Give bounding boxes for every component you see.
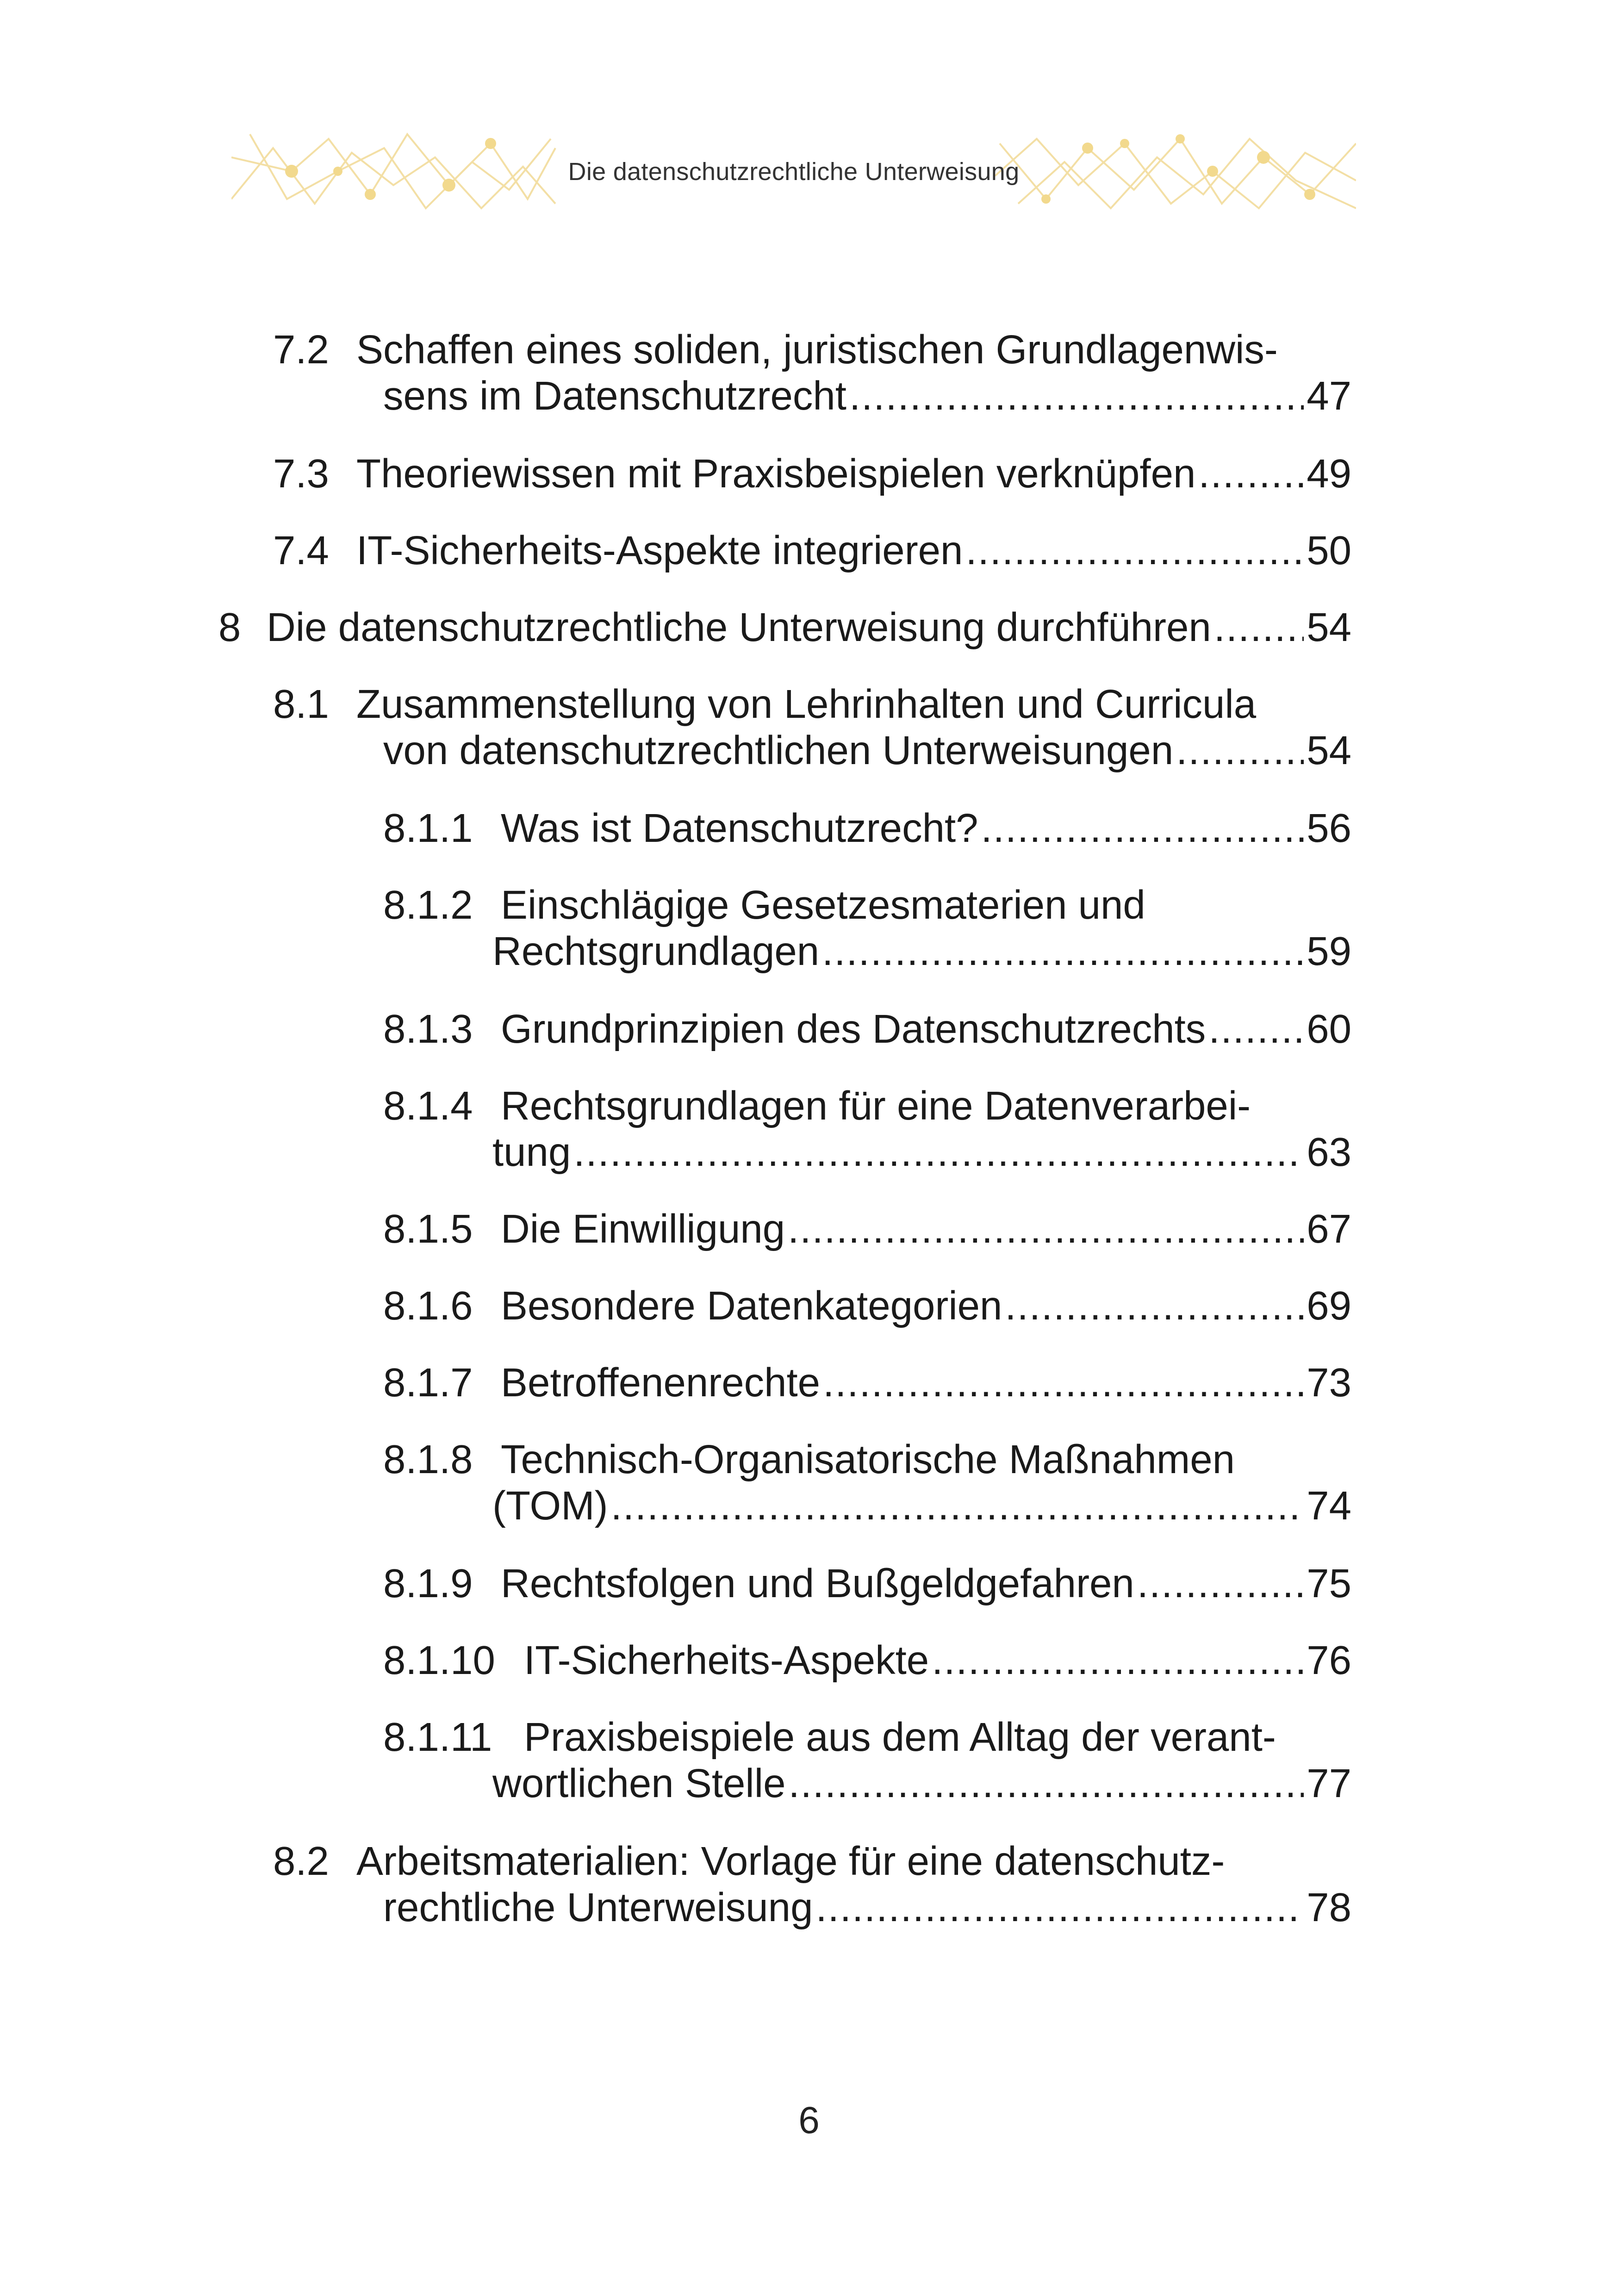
toc-title: Die Einwilligung <box>501 1207 785 1251</box>
toc-number: 8.1.2 <box>383 883 473 927</box>
toc-number: 8.1.7 <box>383 1360 473 1405</box>
toc-entry[interactable] <box>383 1561 1351 1607</box>
toc-leader <box>1137 1561 1304 1607</box>
toc-number: 8.1 <box>273 682 329 727</box>
toc-title: Was ist Datenschutzrecht? <box>501 806 978 851</box>
toc-entry[interactable] <box>383 1437 1351 1529</box>
toc-entry[interactable] <box>383 1083 1351 1176</box>
toc-number: 7.3 <box>273 451 329 496</box>
toc-page-number: 50 <box>1307 528 1351 573</box>
toc-leader <box>823 1360 1304 1406</box>
toc-number: 8.1.6 <box>383 1283 473 1328</box>
toc-leader <box>1005 1283 1304 1329</box>
toc-leader <box>822 928 1304 975</box>
toc-entry[interactable] <box>273 451 1351 497</box>
toc-title: IT-Sicherheits-Aspekte integrieren <box>356 528 963 573</box>
toc-page-number: 60 <box>1307 1007 1351 1052</box>
toc-entry[interactable] <box>383 1714 1351 1807</box>
toc-leader <box>1198 451 1304 497</box>
toc-title: Arbeitsmaterialien: Vorlage für eine datenschutz- <box>356 1839 1225 1884</box>
toc-page-number: 77 <box>1307 1761 1351 1806</box>
toc-title-continued: rechtliche Unterweisung <box>383 1885 813 1930</box>
toc-page-number: 56 <box>1307 806 1351 851</box>
toc-number: 8.1.10 <box>383 1638 495 1683</box>
toc-title: Schaffen eines soliden, juristischen Grundlagenwis- <box>356 327 1278 372</box>
toc-title: Theoriewissen mit Praxisbeispielen verknüpfen <box>356 451 1196 496</box>
toc-entry[interactable] <box>383 1283 1351 1329</box>
toc-title: Rechtsgrundlagen für eine Datenverarbei- <box>501 1083 1251 1128</box>
toc-title: Betroffenenrechte <box>501 1360 821 1405</box>
toc-leader <box>815 1885 1304 1931</box>
toc-page-number: 54 <box>1307 605 1351 650</box>
toc-page-number: 73 <box>1307 1360 1351 1405</box>
toc-title-continued: wortlichen Stelle <box>492 1761 786 1806</box>
page-number: 6 <box>798 2099 820 2141</box>
toc-number: 8.1.8 <box>383 1437 473 1482</box>
toc-entry[interactable] <box>383 882 1351 975</box>
toc-entry[interactable] <box>383 1360 1351 1406</box>
toc-number: 7.2 <box>273 327 329 372</box>
toc-leader <box>573 1129 1304 1176</box>
toc-number: 8.1.4 <box>383 1083 473 1128</box>
header-title: Die datenschutzrechtliche Unterweisung <box>568 158 1020 186</box>
toc-entry[interactable] <box>218 604 1351 651</box>
toc-entry[interactable] <box>273 681 1351 774</box>
toc-leader <box>1176 728 1304 774</box>
toc-entry[interactable] <box>273 528 1351 574</box>
toc-title-continued: (TOM) <box>492 1483 608 1528</box>
toc-leader <box>849 373 1304 419</box>
toc-page-number: 76 <box>1307 1638 1351 1683</box>
toc-leader <box>981 805 1304 852</box>
toc-title: Besondere Datenkategorien <box>501 1283 1002 1328</box>
toc-number: 8.1.9 <box>383 1561 473 1606</box>
toc-leader <box>1208 1006 1304 1052</box>
toc-entry[interactable] <box>383 1006 1351 1052</box>
toc-page-number: 69 <box>1307 1283 1351 1328</box>
toc-number: 8.1.5 <box>383 1207 473 1251</box>
toc-page-number: 78 <box>1307 1885 1351 1930</box>
toc-leader <box>965 528 1304 574</box>
toc-number: 8 <box>218 605 241 650</box>
toc-leader <box>788 1761 1304 1807</box>
toc-entry[interactable] <box>273 1838 1351 1931</box>
toc-number: 8.1.3 <box>383 1007 473 1052</box>
toc-title: Einschlägige Gesetzesmaterien und <box>501 883 1145 927</box>
toc-title: Grundprinzipien des Datenschutzrechts <box>501 1007 1206 1052</box>
toc-title: Praxisbeispiele aus dem Alltag der verant- <box>524 1715 1276 1760</box>
toc-number: 8.1.11 <box>383 1715 492 1760</box>
toc-page-number: 47 <box>1307 373 1351 418</box>
toc-entry[interactable] <box>273 327 1351 419</box>
toc-title: IT-Sicherheits-Aspekte <box>524 1638 929 1683</box>
toc-number: 8.1.1 <box>383 806 473 851</box>
toc-title-continued: tung <box>492 1130 571 1175</box>
toc-title: Rechtsfolgen und Bußgeldgefahren <box>501 1561 1134 1606</box>
toc-page-number: 63 <box>1307 1130 1351 1175</box>
toc-title: Technisch-Organisatorische Maßnahmen <box>501 1437 1235 1482</box>
toc-entry[interactable] <box>383 1206 1351 1252</box>
toc-title-continued: von datenschutzrechtlichen Unterweisungen <box>383 728 1174 773</box>
toc-leader <box>788 1206 1304 1252</box>
toc-title-continued: Rechtsgrundlagen <box>492 929 820 974</box>
toc-page-number: 59 <box>1307 929 1351 974</box>
toc-leader <box>611 1483 1304 1529</box>
toc-number: 8.2 <box>273 1839 329 1884</box>
toc-title: Zusammenstellung von Lehrinhalten und Curricula <box>356 682 1257 727</box>
toc-number: 7.4 <box>273 528 329 573</box>
toc-entry[interactable] <box>383 805 1351 852</box>
toc-page-number: 67 <box>1307 1207 1351 1251</box>
toc-leader <box>1214 604 1304 651</box>
toc-entry[interactable] <box>383 1637 1351 1684</box>
toc-leader <box>932 1637 1304 1684</box>
toc-page-number: 54 <box>1307 728 1351 773</box>
toc-page-number: 75 <box>1307 1561 1351 1606</box>
toc-page-number: 74 <box>1307 1483 1351 1528</box>
toc-page-number: 49 <box>1307 451 1351 496</box>
toc-title-continued: sens im Datenschutzrecht <box>383 373 846 418</box>
toc-title: Die datenschutzrechtliche Unterweisung durchführen <box>267 605 1211 650</box>
